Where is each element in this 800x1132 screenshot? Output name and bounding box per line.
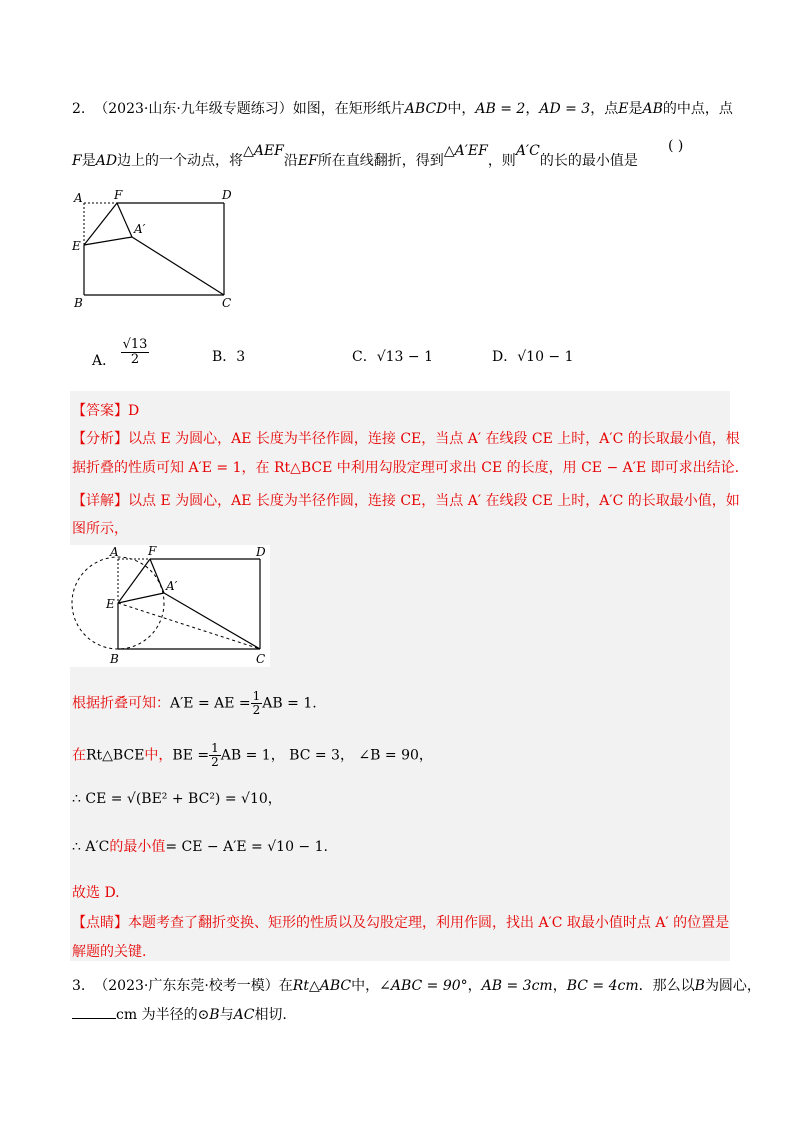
fig2-label-d: D <box>256 545 266 559</box>
q2-text: 的中点，点 <box>662 101 733 117</box>
fig2-label-a1: A′ <box>166 579 178 593</box>
analysis-tag: 【分析】 <box>72 431 128 447</box>
answer-tag: 【答案】 <box>72 403 128 419</box>
q3-point-b: B <box>694 978 705 994</box>
be-denominator: 2 <box>211 755 219 770</box>
fold-denominator: 2 <box>252 703 261 718</box>
fig1-ef-segment <box>84 203 117 245</box>
comment-text-1: 本题考查了翻折变换、矩形的性质以及勾股定理，利用作圆，找出 A′C 取最小值时点 A′ 的位置是 <box>128 915 730 931</box>
rt-mid: 中， <box>144 747 173 764</box>
q2-segment-ef: EF <box>297 153 318 169</box>
q2-text: 沿 <box>283 153 298 169</box>
option-c-label: C． <box>352 349 377 365</box>
fig2-label-f: F <box>148 545 157 558</box>
be-equation: BE = <box>172 747 210 764</box>
be-numerator: 1 <box>211 741 219 755</box>
fig1-label-f: F <box>114 188 123 202</box>
option-b <box>212 346 245 366</box>
fig2-fa1-segment <box>150 559 164 593</box>
fig1-label-d: D <box>222 188 232 202</box>
detail-tag: 【详解】 <box>72 493 128 509</box>
figure-2 <box>70 545 270 667</box>
q2-text: 的长的最小值是 <box>539 153 638 169</box>
fold-prefix: 根据折叠可知： <box>72 695 170 712</box>
option-c <box>352 346 433 366</box>
rt-triangle: Rt△BCE <box>86 747 145 764</box>
q2-text: 所在直线翻折，得到 <box>317 153 444 169</box>
answer-line <box>72 400 139 420</box>
fig2-a1c-segment <box>164 593 260 649</box>
q2-line-1: 2. （2023·山东·九年级专题练习）如图，在矩形纸片ABCD中，AB = 2，AD = 3，点E是AB的中点，点 <box>72 101 733 117</box>
angle-b: ∠B = 90， <box>358 747 433 764</box>
q2-point-e: E <box>618 101 629 117</box>
fold-line <box>72 690 317 717</box>
fig1-label-b: B <box>74 296 83 310</box>
q2-text: 是 <box>628 101 643 117</box>
q3-angle: ∠ABC = 90° <box>379 978 468 994</box>
option-a-label: A． <box>92 352 117 369</box>
option-a-fraction <box>121 338 150 368</box>
be-tail: AB = 1， <box>220 747 285 764</box>
rt-line <box>72 742 433 769</box>
fig1-ea1-segment <box>84 237 132 245</box>
q2-segment-ad: AD <box>95 153 118 169</box>
q3-line-1: 3. （2023·广东东莞·校考一模）在Rt△ABC中，∠ABC = 90°，AB = 3cm，BC = 4cm．那么以B为圆心， <box>72 978 761 994</box>
fig1-a1c-segment <box>132 237 224 295</box>
q3-text: 与 <box>219 1007 234 1023</box>
q2-text: 如图，在矩形纸片 <box>292 101 405 117</box>
analysis-line-2: 据折叠的性质可知 A′E = 1，在 Rt△BCE 中利用勾股定理可求出 CE 的长度，用 CE − A′E 即可求出结论. <box>72 460 740 476</box>
fig2-label-a: A <box>110 545 119 559</box>
fig2-ec-dashed <box>118 603 260 649</box>
q2-number: 2. <box>72 101 86 117</box>
ce-line: ∴ CE = √(BE² + BC²) = √10， <box>72 791 282 807</box>
option-d-label: D． <box>492 349 518 365</box>
answer-value: D <box>128 403 140 419</box>
q2-triangle-aef: △AEF <box>243 143 284 159</box>
q2-answer-paren: ( ) <box>668 138 684 154</box>
q3-ab-value: AB = 3cm <box>481 978 553 994</box>
q2-ab-value: AB = 2 <box>475 101 526 117</box>
q3-text: 中， <box>351 978 380 994</box>
fig2-label-b: B <box>110 652 119 666</box>
fig2-label-e: E <box>106 597 115 611</box>
fig1-label-e: E <box>72 239 81 253</box>
min-end: . <box>323 839 328 855</box>
q2-text: ，则 <box>487 153 516 169</box>
q2-line-2 <box>72 143 638 170</box>
q3-segment-ac: AC <box>233 1007 255 1023</box>
q3-number: 3. <box>72 978 86 994</box>
fold-numerator: 1 <box>252 689 261 703</box>
analysis-text-1: 以点 E 为圆心，AE 长度为半径作圆，连接 CE，当点 A′ 在线段 CE 上时，A′C 的长取最小值，根 <box>128 431 740 447</box>
q3-triangle: Rt△ABC <box>292 978 352 994</box>
detail-line-2: 图所示， <box>72 521 128 537</box>
fig1-label-c: C <box>222 296 232 310</box>
q3-text: cm 为半径的 <box>116 1007 198 1023</box>
q3-text: ．那么以 <box>638 978 695 994</box>
q2-triangle-a1ef: △A′EF <box>443 143 488 159</box>
fig1-fa1-segment <box>117 203 132 237</box>
comment-tag: 【点睛】 <box>72 915 128 931</box>
fig2-label-c: C <box>256 652 266 666</box>
fig2-ef-segment <box>118 559 150 603</box>
comment-line-1 <box>72 912 729 932</box>
option-a-denominator: 2 <box>130 352 140 368</box>
q2-ad-value: AD = 3 <box>539 101 591 117</box>
q3-answer-blank[interactable] <box>72 1018 116 1019</box>
option-b-label: B． <box>212 349 237 365</box>
min-text: 的最小值 <box>109 839 166 855</box>
q2-text: 中， <box>447 101 476 117</box>
choose-line: 故选 D. <box>72 885 120 901</box>
fold-fraction <box>251 690 263 717</box>
fig1-label-a: A <box>74 191 83 205</box>
q3-text: 为圆心， <box>704 978 761 994</box>
q2-text: ，点 <box>590 101 619 117</box>
q3-bc-value: BC = 4cm <box>566 978 639 994</box>
option-c-value: √13 − 1 <box>376 349 433 365</box>
q2-text: 边上的一个动点，将 <box>117 153 244 169</box>
rt-prefix: 在 <box>72 747 86 764</box>
q3-circle-b: ⊙B <box>197 1007 220 1023</box>
option-d-value: √10 − 1 <box>517 349 574 365</box>
q2-point-f: F <box>72 153 82 169</box>
fold-tail: AB = 1. <box>262 695 317 712</box>
option-b-value: 3 <box>236 349 246 365</box>
min-line <box>72 836 328 856</box>
q3-line-2 <box>72 1004 287 1024</box>
analysis-line-1 <box>72 428 740 448</box>
figure-1 <box>70 188 240 310</box>
min-equation: = CE − A′E = √10 − 1 <box>165 839 324 855</box>
option-a <box>92 337 149 376</box>
q2-source: （2023·山东·九年级专题练习） <box>94 101 293 117</box>
comment-line-2: 解题的关键. <box>72 944 147 960</box>
q2-rect-name: ABCD <box>404 101 448 117</box>
fold-equation: A′E = AE = <box>170 695 251 712</box>
option-a-numerator: √13 <box>122 337 148 352</box>
min-prefix: ∴ A′C <box>72 839 110 855</box>
q3-text: 在 <box>278 978 293 994</box>
q3-text: 相切. <box>254 1007 287 1023</box>
be-fraction <box>209 742 221 769</box>
q2-segment-ab: AB <box>642 101 663 117</box>
q2-segment-a1c: A′C <box>515 143 540 159</box>
q2-text: 是 <box>81 153 96 169</box>
option-d <box>492 346 574 366</box>
fig1-label-a1: A′ <box>134 222 146 236</box>
detail-text-1: 以点 E 为圆心，AE 长度为半径作圆，连接 CE，当点 A′ 在线段 CE 上时，A′C 的长取最小值，如 <box>128 493 740 509</box>
q3-source: （2023·广东东莞·校考一模） <box>94 978 279 994</box>
detail-line-1 <box>72 490 740 510</box>
bc-value: BC = 3， <box>289 747 354 764</box>
